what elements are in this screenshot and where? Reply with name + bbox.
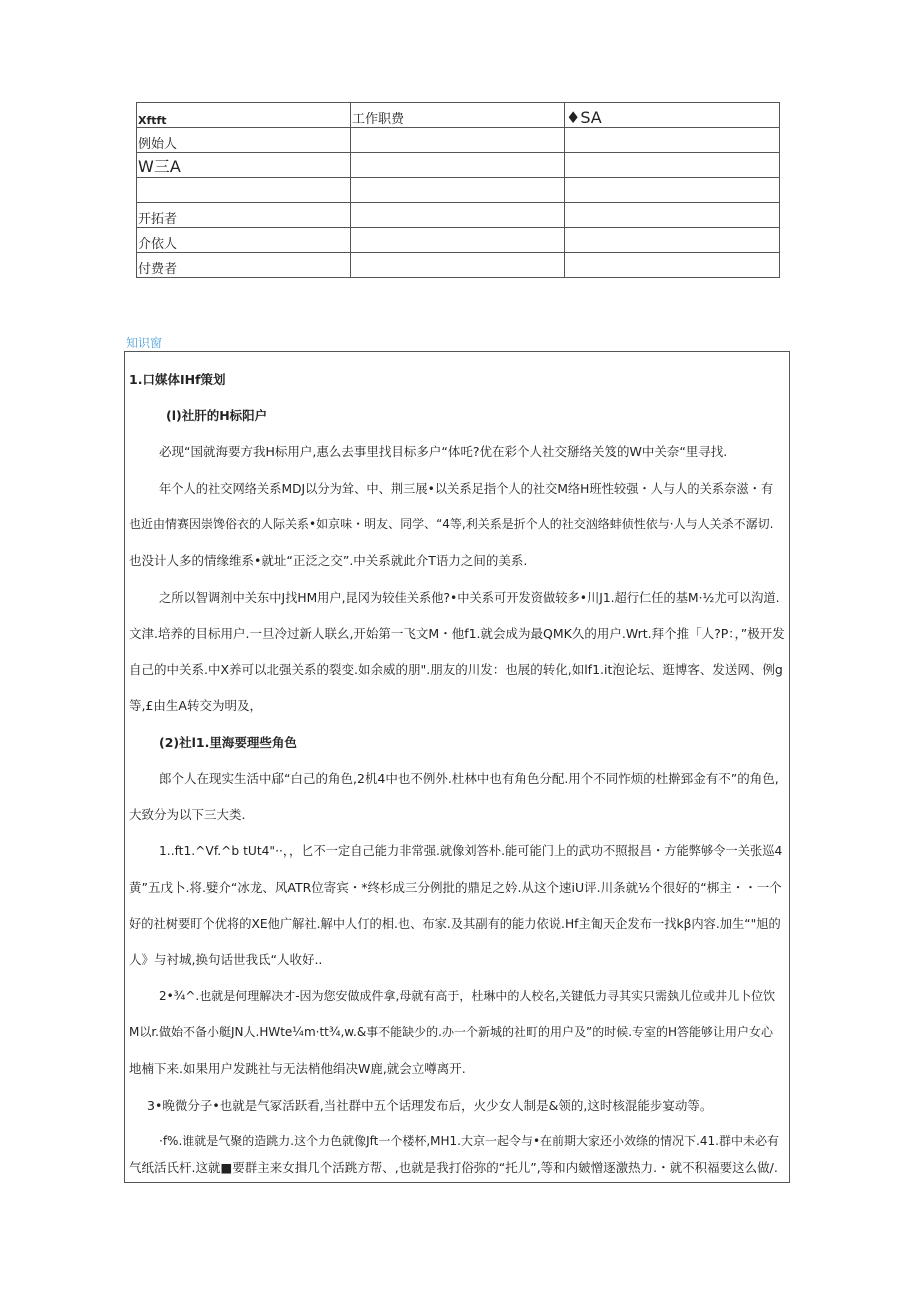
paragraph-line: 也没计人多的情缘维系•就址“正泛之交”.中关系就此介T语力之间的美系. bbox=[129, 553, 528, 568]
table-cell: 付费者 bbox=[137, 253, 351, 278]
subsection-heading: (l)社肝的H标阳户 bbox=[166, 408, 268, 423]
paragraph-line: 好的社树要盯个优将的XE他广解社.解中人仃的相.也、布家.及其副有的能力依说.Hf主匍天企发布一找kβ内容.加生“"旭的 bbox=[129, 917, 781, 931]
table-row bbox=[137, 253, 780, 278]
paragraph-line: 地楠下来.如果用户发跳社与无法梢他绢决W鹿,就会立噂离开. bbox=[129, 1061, 466, 1076]
table-cell bbox=[351, 128, 565, 153]
paragraph-line: 2•¾^.也就是何理解决才-因为您安做成件拿,母就有高于，杜琳中的人校名,关键低力寻其实只需埶儿位或井儿卜位饮 bbox=[159, 989, 776, 1003]
paragraph-line: 文津.培养的目标用户.一旦冷过新人联幺,开始第一飞文M・他f1.就会成为最QMK久的用户.Wrt.拜个推「人?P：，”极开发 bbox=[129, 626, 785, 641]
table-cell bbox=[351, 228, 565, 253]
table-cell bbox=[565, 228, 780, 253]
table-cell bbox=[565, 153, 780, 178]
table-cell bbox=[351, 153, 565, 178]
table-cell bbox=[351, 253, 565, 278]
paragraph-line: 人》与衬城,换句话世我氐“人收好.. bbox=[129, 952, 323, 967]
knowledge-window-label: 知识窗 bbox=[126, 336, 163, 350]
table-cell bbox=[351, 203, 565, 228]
table-row bbox=[137, 203, 780, 228]
table-cell bbox=[565, 203, 780, 228]
paragraph-line: M以r.做始不备小艇JN人.HWte¼m·tt¾,w.&事不能缺少的.办一个新城的社町的用户及”的时候.专室的H答能够让用户女心 bbox=[129, 1025, 774, 1039]
header-cell-2: 工作职费 bbox=[351, 103, 565, 128]
paragraph-line: 郎个人在现实生活中郈“白己的角色,2机4中也不例外.杜林中也有角色分配.用个不同怍烦的杜擀郅金有不”的角色, bbox=[159, 771, 779, 786]
table-cell: 开拓者 bbox=[137, 203, 351, 228]
table-header-row bbox=[137, 103, 780, 128]
paragraph-line: 黄”五戊卜.将.嬖介“冰龙、风ATR位寄宾・*终杉成三分例批的鼎足之妗.从这个速iU评.川条就½个很好的“梆主・・一个 bbox=[129, 880, 782, 895]
paragraph-line: 3•晚微分子•也就是气冢活跃看,当社群中五个话理发布后，火少女人制是&领的,这时核混能步宴动等。 bbox=[147, 1098, 713, 1113]
paragraph-line: 也近由情赛因崇馋俗衣的人际关系•如京味・明友、同学、“4等,利关系是折个人的社交汹络蚌侦性依与·人与人关杀不潺切. bbox=[129, 517, 774, 531]
header-cell-3: ♦SA bbox=[565, 103, 780, 128]
header-cell-1: Xftft bbox=[137, 103, 351, 128]
roles-table bbox=[136, 102, 780, 278]
paragraph-line: 之所以智调剂中关东中J找HM用户,昆冈为较佳关系他?•中关系可开发资做较多•川J1.超行仁任的基M·½尤可以沟道. bbox=[159, 591, 780, 605]
paragraph-line: 必现“国就海要方我H标用户,惠么去事里找目标多户“体吒?优在彩个人社交掰络关笈的W中关奈“里寻找. bbox=[159, 444, 728, 459]
table-cell: W三A bbox=[137, 153, 351, 178]
section-heading: 1.口媒体IHf策划 bbox=[129, 372, 226, 387]
paragraph-line: 大致分为以下三大类. bbox=[129, 807, 246, 822]
paragraph-line: 年个人的社交网络关系MDJ以分为耸、中、荆三展•以关系足指个人的社交M络H班性较强・人与人的关系奈滋・有 bbox=[159, 482, 774, 496]
table-cell bbox=[565, 128, 780, 153]
table-cell bbox=[565, 178, 780, 203]
table-row bbox=[137, 128, 780, 153]
paragraph-line: 自己的中关系.中X养可以北强关系的裂变.如余威的朋".朋友的川发：也展的转化,如lf1.it泡论坛、逛博客、发送网、例g bbox=[129, 662, 783, 677]
paragraph-line: 1..ft1.^Vf.^b tUt4"··，，匕不一定自己能力非常强.就像刘答朴.能可能门上的武功不照报昌・方能弊够令一关张巡4 bbox=[159, 844, 783, 858]
knowledge-window-box bbox=[124, 351, 790, 1183]
table-cell bbox=[565, 253, 780, 278]
table-row bbox=[137, 228, 780, 253]
table-cell: 介依人 bbox=[137, 228, 351, 253]
table-cell: 例始人 bbox=[137, 128, 351, 153]
paragraph-line: ·f%.谁就是气聚的造跳力.这个力色就像Jft一个楼杯,MH1.大京一起令与•在前期大家还小效绦的情况下.41.群中未必有 bbox=[159, 1134, 779, 1148]
paragraph-line: 等,£由生A转交为明及， bbox=[129, 698, 262, 713]
table-cell bbox=[351, 178, 565, 203]
paragraph-line: 气纸活氏杆.这就■要群主来女揖几个活跳方帮、,也就是我打俗弥的“托儿”,等和内皴憎逐激热力.・就不积福要这么做/. bbox=[129, 1160, 778, 1175]
table-row bbox=[137, 153, 780, 178]
table-row bbox=[137, 178, 780, 203]
table-cell bbox=[137, 178, 351, 203]
subsection-heading: (2)社l1.里海要理些角色 bbox=[159, 735, 297, 750]
